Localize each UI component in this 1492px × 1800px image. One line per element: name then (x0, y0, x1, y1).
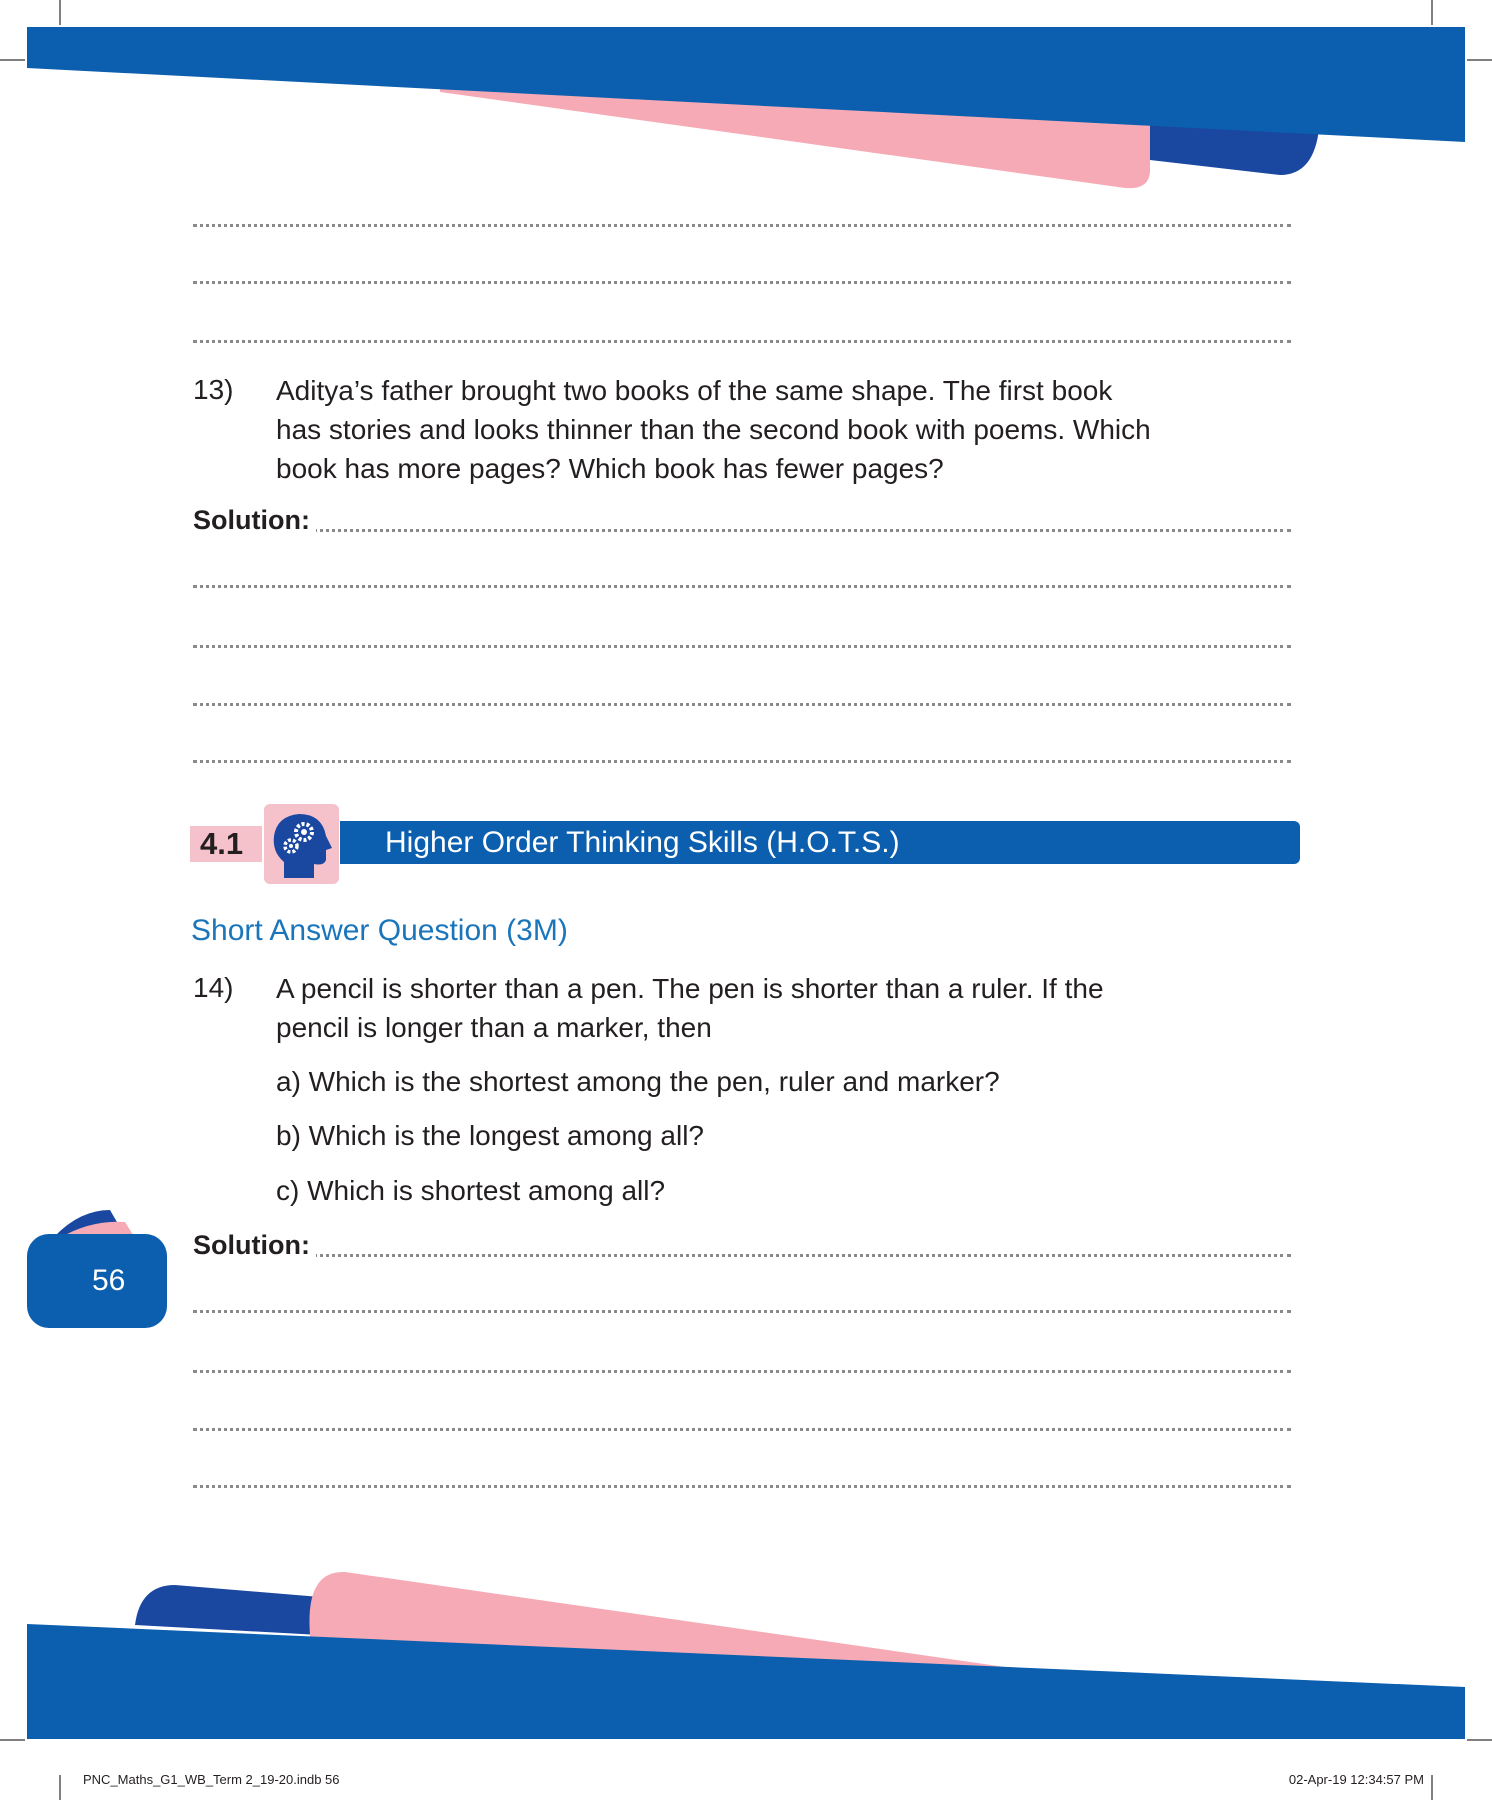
solution-label: Solution: (193, 1230, 316, 1261)
head-gears-icon (264, 804, 339, 884)
answer-line[interactable] (193, 585, 1291, 588)
answer-line[interactable] (193, 1485, 1291, 1488)
question-part: b) Which is the longest among all? (276, 1120, 704, 1151)
answer-line[interactable] (193, 760, 1291, 763)
solution-label: Solution: (193, 505, 316, 536)
question-number: 14) (193, 972, 234, 1003)
answer-line[interactable] (193, 224, 1291, 227)
answer-line[interactable] (193, 645, 1291, 648)
question-part: c) Which is shortest among all? (276, 1175, 666, 1206)
question-part: a) Which is the shortest among the pen, ruler and marker? (276, 1066, 1000, 1097)
answer-line[interactable] (193, 281, 1291, 284)
question-line: Aditya’s father brought two books of the same shape. The first book (276, 375, 1113, 406)
section-number: 4.1 (200, 826, 244, 861)
answer-line[interactable] (193, 529, 1291, 532)
solution-row[interactable] (193, 505, 1291, 539)
footer-file: PNC_Maths_G1_WB_Term 2_19-20.indb 56 (83, 1772, 340, 1787)
question-line: book has more pages? Which book has fewer pages? (276, 453, 944, 484)
answer-line[interactable] (193, 1370, 1291, 1373)
answer-line[interactable] (193, 703, 1291, 706)
page-number: 56 (92, 1264, 126, 1297)
question-line: has stories and looks thinner than the second book with poems. Which (276, 414, 1151, 445)
footer-timestamp: 02-Apr-19 12:34:57 PM (1288, 1772, 1424, 1787)
question-text (276, 371, 1316, 488)
question-text (276, 969, 1316, 1047)
answer-line[interactable] (193, 1254, 1291, 1257)
answer-line[interactable] (193, 1310, 1291, 1313)
section-title: Higher Order Thinking Skills (H.O.T.S.) (385, 826, 900, 859)
question-line: pencil is longer than a marker, then (276, 1012, 712, 1043)
solution-row[interactable] (193, 1230, 1291, 1264)
question-number: 13) (193, 374, 234, 405)
question-line: A pencil is shorter than a pen. The pen is shorter than a ruler. If the (276, 973, 1104, 1004)
subheading: Short Answer Question (3M) (191, 914, 568, 947)
answer-line[interactable] (193, 340, 1291, 343)
answer-line[interactable] (193, 1428, 1291, 1431)
